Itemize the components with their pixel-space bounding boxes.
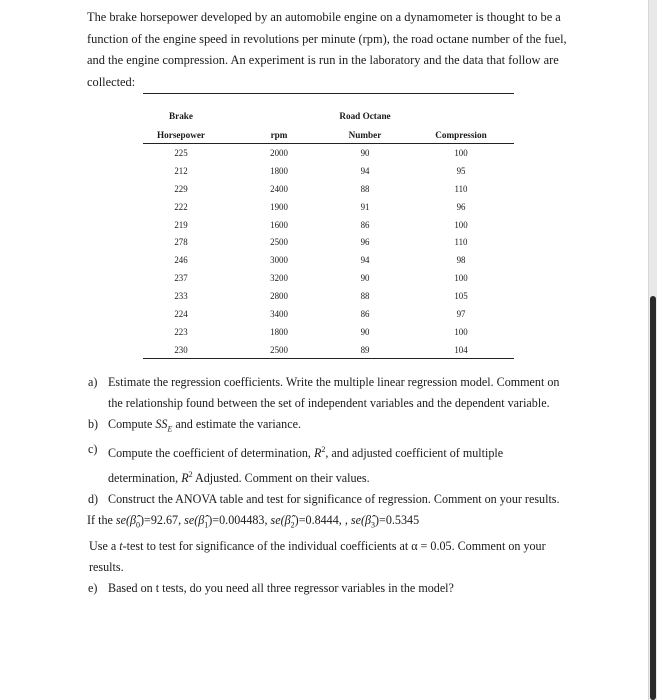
table-cell: 100: [454, 219, 468, 230]
se-func: se(: [115, 513, 130, 528]
table-cell: 2500: [270, 237, 288, 248]
table-cell: 94: [360, 255, 370, 266]
table-cell: 86: [360, 219, 370, 230]
table-cell: 110: [454, 183, 468, 194]
se-func: se(: [184, 513, 199, 528]
header-brake-line1: Brake: [169, 111, 193, 121]
scrollbar[interactable]: [648, 0, 657, 700]
beta-hat: β̂: [364, 513, 372, 528]
table-cell: 2500: [270, 344, 288, 355]
question-text: Adjusted. Comment on their values.: [192, 471, 370, 486]
table-cell: 88: [360, 291, 370, 302]
question-text: Construct the ANOVA table and test for significance of regression. Comment on your results.: [108, 492, 560, 507]
table-cell: 1800: [270, 326, 288, 337]
table-cell: 230: [174, 344, 188, 355]
question-label: d): [88, 492, 99, 507]
table-cell: 1600: [270, 219, 288, 230]
table-header-rule: [143, 143, 514, 144]
superscript: 2: [321, 445, 326, 455]
table-cell: 89: [360, 344, 370, 355]
se-value: )=92.67,: [140, 513, 185, 528]
beta-subscript: 2: [290, 520, 295, 530]
table-cell: 86: [360, 309, 370, 320]
column-road-octane: [335, 145, 395, 360]
question-label: a): [88, 375, 98, 389]
se-func: se(: [350, 513, 365, 528]
table-top-rule: [143, 93, 514, 94]
table-cell: 2800: [270, 291, 288, 302]
table-cell: 98: [456, 255, 466, 266]
column-brake-horsepower: [151, 145, 211, 360]
sse-subscript: E: [167, 424, 173, 434]
header-compression: Compression: [435, 130, 487, 140]
r-squared-adj-symbol: R: [181, 471, 189, 486]
question-d: [87, 489, 567, 510]
table-cell: 1900: [270, 201, 288, 212]
se-prefix: If the: [87, 513, 116, 528]
superscript: 2: [188, 470, 193, 480]
table-cell: 110: [454, 237, 468, 248]
sse-var: SS: [155, 417, 168, 431]
table-cell: 96: [360, 237, 370, 248]
t-test-line: [87, 536, 567, 578]
question-text: Estimate the regression coefficients. Write the multiple linear regression model. Comment on the relationship found between the set of independent variables and the dependent variable.: [108, 375, 560, 410]
table-cell: 2000: [270, 148, 288, 158]
r-squared-symbol: R: [313, 446, 322, 461]
question-label: e): [88, 580, 98, 595]
beta-hat: β̂: [284, 513, 291, 528]
table-bottom-rule: [143, 358, 514, 359]
beta-hat: β̂: [130, 513, 137, 528]
beta-subscript: 1: [204, 520, 209, 530]
table-cell: 212: [174, 165, 188, 176]
table-cell: 222: [174, 201, 188, 212]
table-cell: 233: [174, 291, 188, 302]
question-e: [87, 578, 567, 599]
table-cell: 237: [174, 273, 188, 284]
header-octane-line2: Number: [348, 130, 382, 140]
table-cell: 246: [174, 255, 188, 266]
table-cell: 219: [174, 219, 188, 230]
table-cell: 2400: [270, 183, 288, 194]
question-label: c): [88, 442, 98, 457]
table-cell: 225: [174, 148, 188, 158]
table-cell: 100: [454, 148, 468, 158]
table-cell: 94: [360, 165, 370, 176]
question-text: and estimate the variance.: [172, 417, 301, 431]
table-cell: 3400: [270, 309, 288, 320]
table-cell: 229: [174, 183, 188, 194]
table-cell: 105: [454, 291, 468, 302]
se-value: )=0.5345: [375, 513, 420, 528]
header-octane-line1: Road Octane: [339, 111, 391, 121]
scrollbar-thumb[interactable]: [650, 296, 656, 700]
question-text: Based on t tests, do you need all three regressor variables in the model?: [108, 580, 454, 595]
header-brake-horsepower: [151, 109, 211, 142]
header-road-octane-number: [329, 109, 401, 142]
question-text: Compute the coefficient of determination,: [108, 446, 314, 461]
t-test-text: Use a: [89, 538, 120, 553]
table-cell: 3200: [270, 273, 288, 284]
table-cell: 1800: [270, 165, 288, 176]
table-cell: 224: [174, 309, 188, 320]
table-cell: 223: [174, 326, 188, 337]
table-cell: 97: [456, 309, 466, 320]
header-rpm: rpm: [270, 130, 288, 140]
question-b: [87, 414, 567, 439]
header-brake-line2: Horsepower: [157, 130, 205, 140]
question-label: b): [88, 417, 99, 431]
question-a: [87, 372, 567, 414]
standard-errors-line: [87, 510, 567, 535]
beta-subscript: 3: [371, 520, 376, 530]
table-cell: 100: [454, 273, 468, 284]
question-c: [87, 439, 567, 489]
t-test-text: -test to test for significance of the individual coefficients at α = 0.05. Comment on your results.: [89, 538, 546, 574]
table-cell: 90: [360, 326, 370, 337]
table-cell: 91: [360, 201, 370, 212]
question-text: Compute: [108, 417, 156, 431]
questions-list: [87, 372, 567, 599]
table-cell: 278: [174, 237, 188, 248]
sse-symbol: [155, 417, 173, 434]
beta-subscript: 0: [136, 520, 141, 530]
column-rpm: [249, 145, 309, 360]
table-cell: 3000: [270, 255, 288, 266]
column-compression: [431, 145, 491, 360]
t-symbol: t: [119, 538, 123, 553]
table-cell: 88: [360, 183, 370, 194]
table-cell: 90: [360, 148, 370, 158]
se-value: )=0.004483,: [208, 513, 271, 528]
table-cell: 104: [454, 344, 468, 355]
table-cell: 95: [456, 165, 466, 176]
beta-hat: β̂: [198, 513, 205, 528]
se-value: )=0.8444, ,: [294, 513, 351, 528]
se-func: se(: [270, 513, 285, 528]
table-cell: 90: [360, 273, 370, 284]
table-cell: 100: [454, 326, 468, 337]
problem-intro: The brake horsepower developed by an automobile engine on a dynamometer is thought to be a function of the engine speed in revolutions per minute (rpm), the road octane number of the fuel, and the engine compression. An experiment is run in the laboratory and the data that follow are collected:: [87, 10, 567, 89]
question-text: , and adjusted coefficient of multiple determination,: [108, 446, 504, 486]
table-cell: 96: [456, 201, 466, 212]
